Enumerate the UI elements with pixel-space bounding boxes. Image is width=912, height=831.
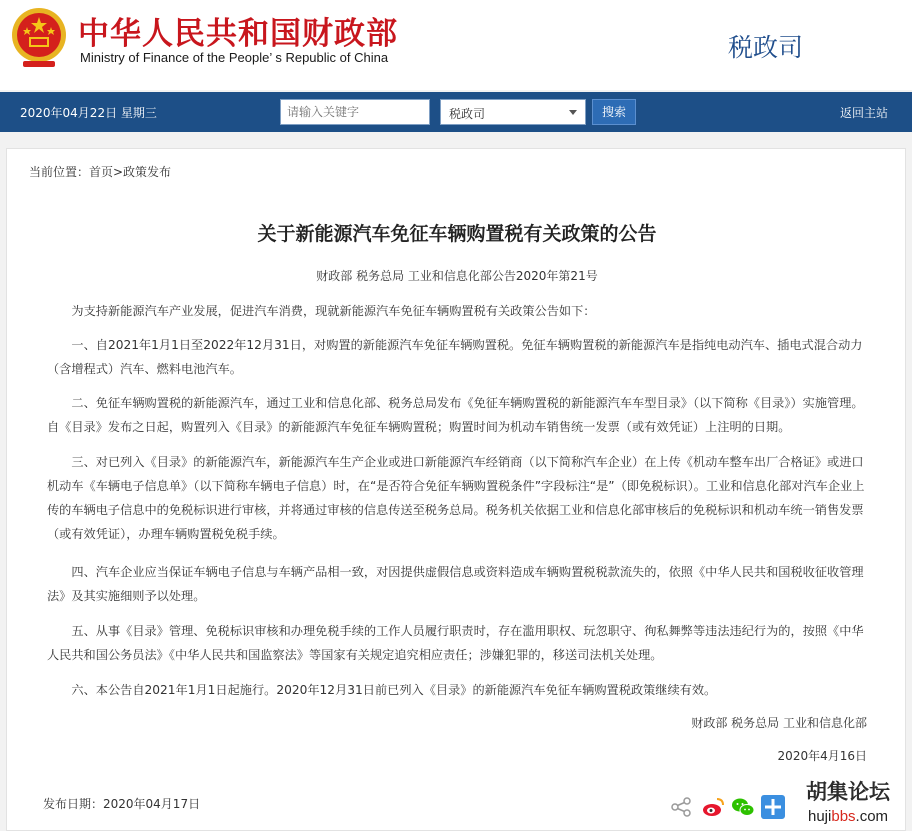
article-signature: 财政部 税务总局 工业和信息化部 xyxy=(691,716,867,730)
watermark-url-highlight: bbs xyxy=(831,808,856,825)
top-navbar xyxy=(0,92,912,132)
share-icon[interactable] xyxy=(669,795,693,819)
watermark-site-name: 胡集论坛 xyxy=(806,780,890,804)
article-paragraph: 四、汽车企业应当保证车辆电子信息与车辆产品相一致，对因提供虚假信息或资料造成车辆购置税税款流失的，依照《中华人民共和国税收征收管理法》及其实施细则予以处理。 xyxy=(47,565,864,603)
ministry-name-cn: 中华人民共和国财政部 xyxy=(78,16,398,52)
document-number: 财政部 税务总局 工业和信息化部公告2020年第21号 xyxy=(316,269,598,283)
watermark-url-suffix: .com xyxy=(855,808,889,825)
category-select-value: 税政司 xyxy=(449,107,486,121)
search-input[interactable] xyxy=(280,99,430,125)
breadcrumb[interactable]: 当前位置：首页>政策发布 xyxy=(29,165,172,179)
department-name: 税政司 xyxy=(728,33,804,62)
article-paragraph: 六、本公告自2021年1月1日起施行。2020年12月31日前已列入《目录》的新能源汽车免征车辆购置税政策继续有效。 xyxy=(71,683,717,697)
article-paragraph: 五、从事《目录》管理、免税标识审核和办理免税手续的工作人员履行职责时，存在滥用职权、玩忽职守、徇私舞弊等违法违纪行为的，按照《中华人民共和国公务员法》《中华人民共和国监察法》等国家有关规定追究相应责任；涉嫌犯罪的，移送司法机关处理。 xyxy=(47,624,864,662)
ministry-name-en: Ministry of Finance of the People’ s Republic of China xyxy=(80,50,389,65)
signature-date: 2020年4月16日 xyxy=(777,749,867,763)
search-button[interactable]: 搜索 xyxy=(592,99,636,125)
home-link[interactable]: 返回主站 xyxy=(839,106,888,120)
article-container xyxy=(6,148,906,831)
category-select[interactable] xyxy=(440,99,586,125)
watermark-url-prefix: huji xyxy=(808,808,832,825)
article-paragraph: 一、自2021年1月1日至2022年12月31日，对购置的新能源汽车免征车辆购置税。免征车辆购置税的新能源汽车是指纯电动汽车、插电式混合动力（含增程式）汽车、燃料电池汽车。 xyxy=(47,338,863,376)
current-date: 2020年04月22日 星期三 xyxy=(20,106,157,120)
weibo-icon[interactable] xyxy=(701,795,725,819)
more-icon[interactable] xyxy=(761,795,785,819)
article-paragraph: 二、免征车辆购置税的新能源汽车，通过工业和信息化部、税务总局发布《免征车辆购置税的新能源汽车车型目录》（以下简称《目录》）实施管理。自《目录》发布之日起，购置列入《目录》的新能源汽车免征车辆购置税；购置时间为机动车销售统一发票（或有效凭证）上注明的日期。 xyxy=(47,396,864,434)
article-paragraph: 三、对已列入《目录》的新能源汽车，新能源汽车生产企业或进口新能源汽车经销商（以下简称汽车企业）在上传《机动车整车出厂合格证》或进口机动车《车辆电子信息单》（以下简称车辆电子信息）时，在“是否符合免征车辆购置税条件”字段标注“是”（即免税标识）。工业和信息化部对汽车企业上传的车辆电子信息中的免税标识进行审核，并将通过审核的信息传送至税务总局。税务机关依据工业和信息化部审核后的免税标识和机动车统一销售发票（或有效凭证），办理车辆购置税免税手续。 xyxy=(47,455,865,541)
wechat-icon[interactable] xyxy=(731,795,755,819)
article-title: 关于新能源汽车免征车辆购置税有关政策的公告 xyxy=(257,223,657,245)
national-emblem-icon xyxy=(7,5,71,71)
chevron-down-icon xyxy=(569,110,577,115)
site-header xyxy=(0,0,912,90)
article-paragraph: 为支持新能源汽车产业发展，促进汽车消费，现就新能源汽车免征车辆购置税有关政策公告如下： xyxy=(71,304,596,318)
publish-date: 发布日期：2020年04月17日 xyxy=(43,797,201,811)
watermark-site-url xyxy=(808,808,888,825)
